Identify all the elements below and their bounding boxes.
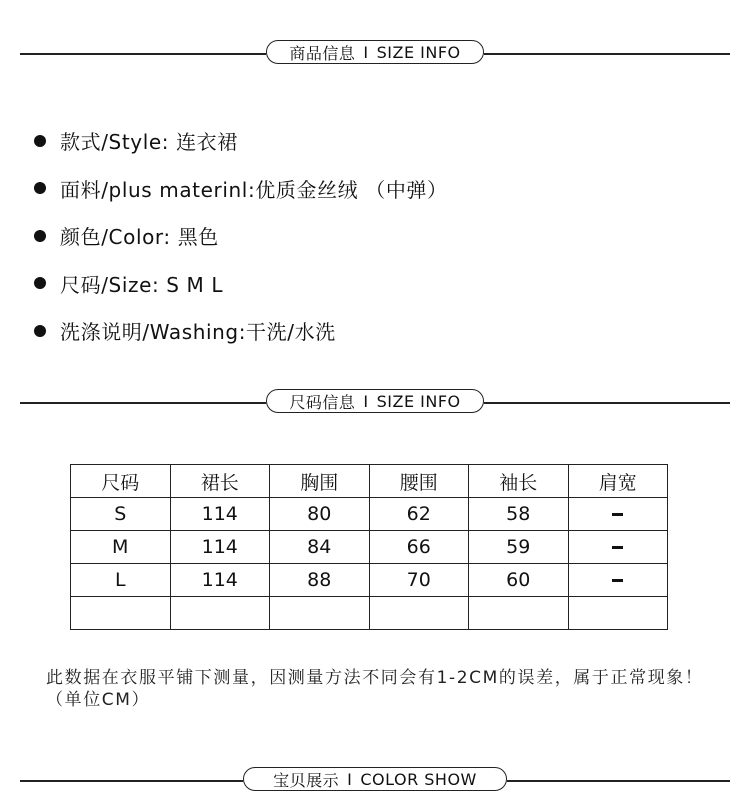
product-info-list	[34, 117, 448, 355]
table-cell: 80	[270, 498, 370, 531]
section-title-en: COLOR SHOW	[360, 769, 477, 789]
table-cell-dash	[568, 498, 668, 531]
section-title-cn: 尺码信息	[289, 392, 356, 412]
table-cell	[71, 597, 171, 630]
table-cell: L	[71, 564, 171, 597]
info-item-washing	[34, 307, 448, 355]
section-title-en: SIZE INFO	[376, 391, 461, 411]
table-cell	[568, 597, 668, 630]
table-cell: 60	[469, 564, 569, 597]
section-header-product-info	[0, 40, 750, 68]
section-title-cn: 宝贝展示	[273, 770, 340, 790]
section-title-en: SIZE INFO	[376, 42, 461, 62]
info-item-style	[34, 117, 448, 165]
table-cell: S	[71, 498, 171, 531]
bullet-icon	[34, 135, 46, 147]
table-cell	[170, 597, 270, 630]
table-header-cell: 袖长	[469, 465, 569, 498]
table-header-cell: 尺码	[71, 465, 171, 498]
header-divider-right	[484, 53, 730, 55]
table-header-cell: 腰围	[369, 465, 469, 498]
header-divider-right	[507, 780, 730, 782]
info-item-text: 款式/Style: 连衣裙	[60, 130, 238, 155]
table-header-row	[71, 465, 668, 498]
info-item-text: 面料/plus materinl:优质金丝绒 （中弹）	[60, 177, 448, 202]
table-cell: 88	[270, 564, 370, 597]
info-item-size	[34, 260, 448, 308]
header-divider-left	[20, 53, 266, 55]
table-cell: 84	[270, 531, 370, 564]
bullet-icon	[34, 230, 46, 242]
table-cell: 70	[369, 564, 469, 597]
section-title-separator: I	[363, 42, 369, 62]
section-title-separator: I	[363, 391, 369, 411]
info-item-text: 尺码/Size: S M L	[60, 272, 224, 297]
table-cell: 59	[469, 531, 569, 564]
header-divider-left	[20, 402, 266, 404]
table-cell	[270, 597, 370, 630]
table-cell-dash	[568, 564, 668, 597]
measurement-note: 此数据在衣服平铺下测量，因测量方法不同会有1-2CM的误差，属于正常现象！（单位CM）	[46, 668, 704, 710]
table-cell	[369, 597, 469, 630]
table-row	[71, 531, 668, 564]
section-header-size-info	[0, 389, 750, 417]
header-divider-right	[484, 402, 730, 404]
table-header-cell: 肩宽	[568, 465, 668, 498]
table-header-cell: 胸围	[270, 465, 370, 498]
bullet-icon	[34, 277, 46, 289]
table-cell: M	[71, 531, 171, 564]
section-title-pill	[266, 40, 484, 64]
size-table	[70, 464, 668, 630]
table-cell: 62	[369, 498, 469, 531]
table-cell: 114	[170, 531, 270, 564]
header-divider-left	[20, 780, 243, 782]
table-row	[71, 498, 668, 531]
table-cell: 66	[369, 531, 469, 564]
section-header-color-show	[0, 767, 750, 795]
table-cell: 114	[170, 498, 270, 531]
section-title-pill	[243, 767, 507, 791]
table-row	[71, 564, 668, 597]
table-cell-dash	[568, 531, 668, 564]
bullet-icon	[34, 182, 46, 194]
dash-mark	[612, 579, 623, 582]
section-title-cn: 商品信息	[289, 43, 356, 63]
table-header-cell: 裙长	[170, 465, 270, 498]
table-cell: 58	[469, 498, 569, 531]
info-item-text: 颜色/Color: 黑色	[60, 225, 219, 250]
info-item-color	[34, 212, 448, 260]
info-item-text: 洗涤说明/Washing:干洗/水洗	[60, 320, 336, 345]
table-row-empty	[71, 597, 668, 630]
bullet-icon	[34, 325, 46, 337]
dash-mark	[612, 546, 623, 549]
section-title-pill	[266, 389, 484, 413]
section-title-separator: I	[347, 769, 353, 789]
table-cell	[469, 597, 569, 630]
dash-mark	[612, 513, 623, 516]
info-item-material	[34, 165, 448, 213]
table-cell: 114	[170, 564, 270, 597]
